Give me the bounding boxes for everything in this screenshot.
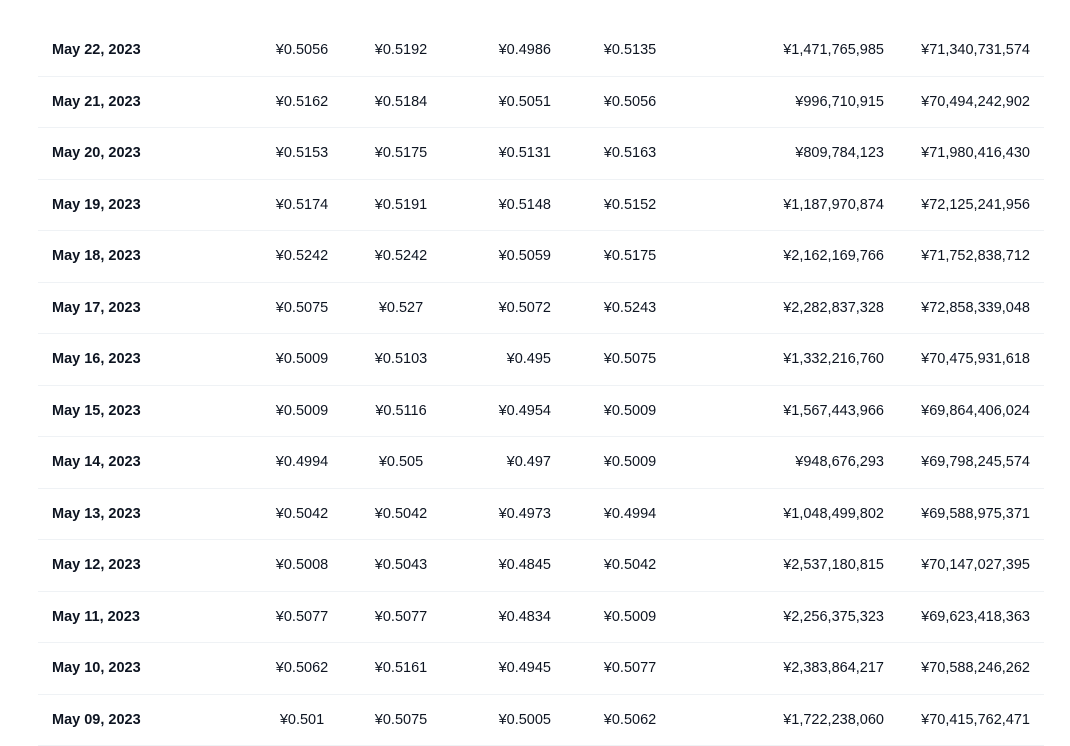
market-cap-cell: ¥71,752,838,712 [921, 231, 1030, 283]
low-cell: ¥0.497 [471, 437, 551, 489]
open-cell: ¥0.5153 [262, 128, 342, 180]
low-cell: ¥0.495 [471, 334, 551, 386]
table-row [38, 489, 1044, 541]
volume-cell: ¥2,282,837,328 [783, 283, 884, 335]
volume-cell: ¥1,567,443,966 [783, 386, 884, 438]
table-row [38, 283, 1044, 335]
open-cell: ¥0.5042 [262, 489, 342, 541]
close-cell: ¥0.5152 [590, 180, 670, 232]
open-cell: ¥0.5009 [262, 386, 342, 438]
low-cell: ¥0.5148 [471, 180, 551, 232]
volume-cell: ¥809,784,123 [795, 128, 884, 180]
high-cell: ¥0.5077 [361, 592, 441, 644]
close-cell: ¥0.5175 [590, 231, 670, 283]
date-cell: May 19, 2023 [52, 180, 141, 232]
date-cell: May 17, 2023 [52, 283, 141, 335]
close-cell: ¥0.5062 [590, 695, 670, 746]
table-row [38, 334, 1044, 386]
open-cell: ¥0.5075 [262, 283, 342, 335]
high-cell: ¥0.5075 [361, 695, 441, 746]
close-cell: ¥0.5009 [590, 592, 670, 644]
low-cell: ¥0.4954 [471, 386, 551, 438]
low-cell: ¥0.4973 [471, 489, 551, 541]
low-cell: ¥0.4834 [471, 592, 551, 644]
close-cell: ¥0.5009 [590, 386, 670, 438]
table-row [38, 592, 1044, 644]
volume-cell: ¥2,537,180,815 [783, 540, 884, 592]
open-cell: ¥0.5062 [262, 643, 342, 695]
market-cap-cell: ¥69,864,406,024 [921, 386, 1030, 438]
open-cell: ¥0.501 [262, 695, 342, 746]
high-cell: ¥0.5103 [361, 334, 441, 386]
market-cap-cell: ¥70,415,762,471 [921, 695, 1030, 746]
market-cap-cell: ¥70,494,242,902 [921, 77, 1030, 129]
market-cap-cell: ¥69,588,975,371 [921, 489, 1030, 541]
table-row [38, 231, 1044, 283]
market-cap-cell: ¥69,623,418,363 [921, 592, 1030, 644]
volume-cell: ¥2,162,169,766 [783, 231, 884, 283]
volume-cell: ¥1,471,765,985 [783, 25, 884, 77]
low-cell: ¥0.5051 [471, 77, 551, 129]
table-row [38, 540, 1044, 592]
date-cell: May 12, 2023 [52, 540, 141, 592]
volume-cell: ¥1,332,216,760 [783, 334, 884, 386]
close-cell: ¥0.5077 [590, 643, 670, 695]
high-cell: ¥0.5192 [361, 25, 441, 77]
high-cell: ¥0.5043 [361, 540, 441, 592]
volume-cell: ¥2,256,375,323 [783, 592, 884, 644]
market-cap-cell: ¥71,340,731,574 [921, 25, 1030, 77]
low-cell: ¥0.4986 [471, 25, 551, 77]
close-cell: ¥0.5163 [590, 128, 670, 180]
close-cell: ¥0.5135 [590, 25, 670, 77]
volume-cell: ¥1,722,238,060 [783, 695, 884, 746]
volume-cell: ¥948,676,293 [795, 437, 884, 489]
table-row [38, 643, 1044, 695]
high-cell: ¥0.5161 [361, 643, 441, 695]
close-cell: ¥0.4994 [590, 489, 670, 541]
date-cell: May 21, 2023 [52, 77, 141, 129]
volume-cell: ¥1,187,970,874 [783, 180, 884, 232]
low-cell: ¥0.5059 [471, 231, 551, 283]
low-cell: ¥0.5131 [471, 128, 551, 180]
market-cap-cell: ¥70,147,027,395 [921, 540, 1030, 592]
open-cell: ¥0.5162 [262, 77, 342, 129]
close-cell: ¥0.5075 [590, 334, 670, 386]
date-cell: May 13, 2023 [52, 489, 141, 541]
close-cell: ¥0.5056 [590, 77, 670, 129]
date-cell: May 22, 2023 [52, 25, 141, 77]
date-cell: May 11, 2023 [52, 592, 140, 644]
date-cell: May 16, 2023 [52, 334, 141, 386]
volume-cell: ¥2,383,864,217 [783, 643, 884, 695]
date-cell: May 18, 2023 [52, 231, 141, 283]
close-cell: ¥0.5042 [590, 540, 670, 592]
high-cell: ¥0.5191 [361, 180, 441, 232]
high-cell: ¥0.5242 [361, 231, 441, 283]
close-cell: ¥0.5243 [590, 283, 670, 335]
open-cell: ¥0.5008 [262, 540, 342, 592]
market-cap-cell: ¥69,798,245,574 [921, 437, 1030, 489]
historical-data-table [38, 25, 1044, 746]
low-cell: ¥0.5005 [471, 695, 551, 746]
open-cell: ¥0.5056 [262, 25, 342, 77]
table-row [38, 437, 1044, 489]
high-cell: ¥0.527 [361, 283, 441, 335]
high-cell: ¥0.505 [361, 437, 441, 489]
market-cap-cell: ¥70,475,931,618 [921, 334, 1030, 386]
high-cell: ¥0.5116 [361, 386, 441, 438]
market-cap-cell: ¥72,125,241,956 [921, 180, 1030, 232]
table-row [38, 180, 1044, 232]
market-cap-cell: ¥70,588,246,262 [921, 643, 1030, 695]
open-cell: ¥0.5077 [262, 592, 342, 644]
high-cell: ¥0.5042 [361, 489, 441, 541]
high-cell: ¥0.5184 [361, 77, 441, 129]
open-cell: ¥0.5174 [262, 180, 342, 232]
date-cell: May 14, 2023 [52, 437, 141, 489]
low-cell: ¥0.5072 [471, 283, 551, 335]
open-cell: ¥0.5242 [262, 231, 342, 283]
volume-cell: ¥1,048,499,802 [783, 489, 884, 541]
table-row [38, 128, 1044, 180]
date-cell: May 09, 2023 [52, 695, 141, 746]
date-cell: May 20, 2023 [52, 128, 141, 180]
low-cell: ¥0.4945 [471, 643, 551, 695]
table-row [38, 386, 1044, 438]
market-cap-cell: ¥71,980,416,430 [921, 128, 1030, 180]
high-cell: ¥0.5175 [361, 128, 441, 180]
open-cell: ¥0.5009 [262, 334, 342, 386]
table-row [38, 695, 1044, 746]
table-row [38, 25, 1044, 77]
market-cap-cell: ¥72,858,339,048 [921, 283, 1030, 335]
table-row [38, 77, 1044, 129]
close-cell: ¥0.5009 [590, 437, 670, 489]
date-cell: May 15, 2023 [52, 386, 141, 438]
open-cell: ¥0.4994 [262, 437, 342, 489]
low-cell: ¥0.4845 [471, 540, 551, 592]
volume-cell: ¥996,710,915 [795, 77, 884, 129]
date-cell: May 10, 2023 [52, 643, 141, 695]
